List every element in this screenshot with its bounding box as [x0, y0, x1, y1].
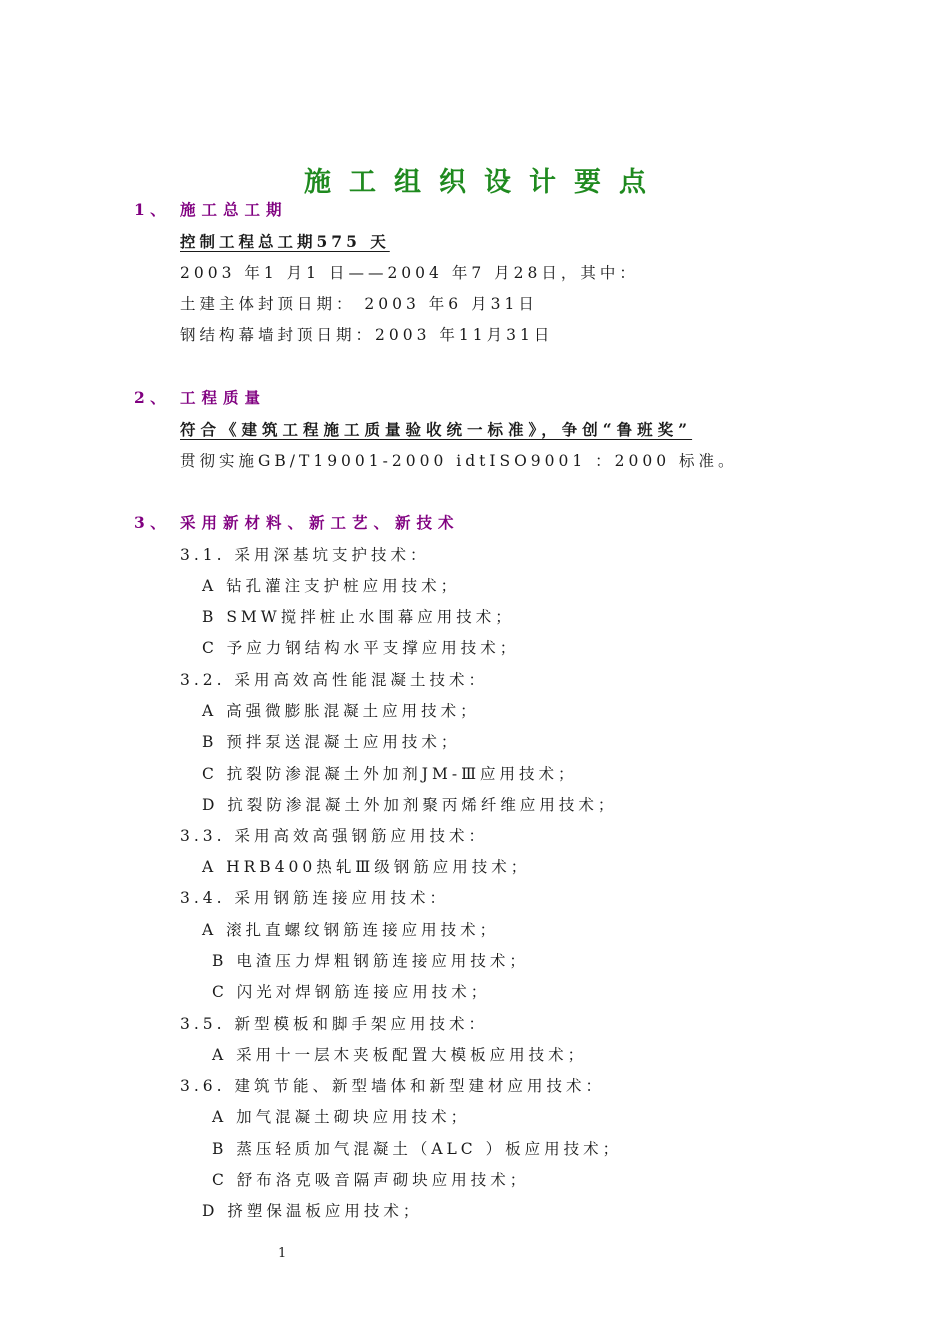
section-3-line-11: A HRB400热轧Ⅲ级钢筋应用技术； — [202, 858, 531, 876]
section-2-line-2: 贯彻实施GB/T19001-2000 idtISO9001 ：2000 标准。 — [180, 452, 738, 470]
section-2-number: 2 、 — [134, 388, 166, 407]
section-3-line-19: A 加气混凝土砌块应用技术； — [212, 1108, 471, 1126]
section-3-line-7: B 预拌泵送混凝土应用技术； — [202, 733, 461, 751]
section-3-line-10: 3.3. 采用高效高强钢筋应用技术： — [180, 827, 489, 845]
section-3-line-8: C 抗裂防渗混凝土外加剂JM-Ⅲ应用技术； — [202, 765, 578, 783]
section-2-heading — [134, 388, 266, 408]
section-3-line-21: C 舒布洛克吸音隔声砌块应用技术； — [212, 1171, 530, 1189]
section-3-line-20: B 蒸压轻质加气混凝土（ALC ）板应用技术； — [212, 1140, 623, 1158]
section-1-number: 1 、 — [134, 200, 166, 219]
section-3-line-18: 3.6. 建筑节能、新型墙体和新型建材应用技术： — [180, 1077, 606, 1095]
section-3-line-6: A 高强微膨胀混凝土应用技术； — [202, 702, 480, 720]
section-1-line-2: 2003 年1 月1 日——2004 年7 月28日，其中： — [180, 264, 639, 282]
document-title: 施工组织设计要点 — [304, 167, 664, 198]
section-3-line-15: C 闪光对焊钢筋连接应用技术； — [212, 983, 491, 1001]
section-1-heading — [134, 200, 288, 220]
section-1-line-3: 土建主体封顶日期： 2003 年6 月31日 — [180, 295, 538, 313]
section-1-line-1: 控制工程总工期575 天 — [180, 232, 390, 251]
section-3-line-5: 3.2. 采用高效高性能混凝土技术： — [180, 671, 489, 689]
section-3-line-9: D 抗裂防渗混凝土外加剂聚丙烯纤维应用技术； — [202, 796, 618, 814]
section-3-number: 3 、 — [134, 513, 166, 532]
section-2-line-1: 符合《建筑工程施工质量验收统一标准》，争创“鲁班奖” — [180, 420, 693, 439]
section-3-line-17: A 采用十一层木夹板配置大模板应用技术； — [212, 1046, 588, 1064]
page-number: 1 — [278, 1246, 287, 1261]
section-3-line-4: C 予应力钢结构水平支撑应用技术； — [202, 639, 520, 657]
section-3-line-3: B SMW搅拌桩止水围幕应用技术； — [202, 608, 515, 626]
section-3-title: 采用新材料、新工艺、新技术 — [180, 513, 460, 532]
section-3-heading — [134, 513, 460, 533]
section-2-title: 工程质量 — [180, 388, 267, 407]
section-3-line-2: A 钻孔灌注支护桩应用技术； — [202, 577, 461, 595]
section-1-line-4: 钢结构幕墙封顶日期：2003 年11月31日 — [180, 326, 554, 344]
section-1-title: 施工总工期 — [180, 200, 288, 219]
section-3-line-12: 3.4. 采用钢筋连接应用技术： — [180, 889, 450, 907]
section-3-line-13: A 滚扎直螺纹钢筋连接应用技术； — [202, 921, 500, 939]
section-3-line-1: 3.1. 采用深基坑支护技术： — [180, 546, 430, 564]
section-3-line-22: D 挤塑保温板应用技术； — [202, 1202, 423, 1220]
section-3-line-16: 3.5. 新型模板和脚手架应用技术： — [180, 1015, 489, 1033]
section-3-line-14: B 电渣压力焊粗钢筋连接应用技术； — [212, 952, 529, 970]
